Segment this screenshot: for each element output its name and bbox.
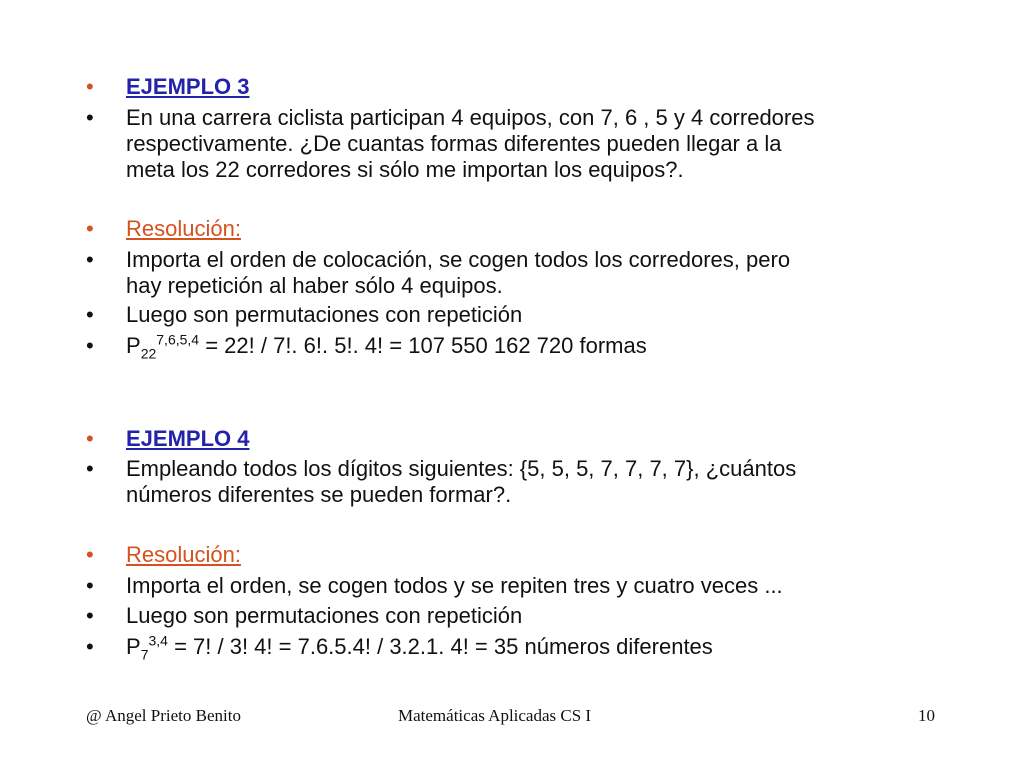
ejemplo3-formula — [126, 331, 986, 362]
footer — [0, 706, 1024, 736]
bullet-icon: • — [86, 573, 94, 598]
bullet-icon: • — [86, 216, 94, 241]
ejemplo4-resolucion-label: Resolución: — [126, 542, 241, 567]
ejemplo4-formula — [126, 632, 986, 663]
bullet-icon: • — [86, 426, 94, 451]
bullet-icon: • — [86, 542, 94, 567]
bullet-icon: • — [86, 634, 94, 659]
formula-subscript: 7 — [140, 646, 149, 663]
formula-p: P — [126, 333, 141, 358]
formula-rest: = 7! / 3! 4! = 7.6.5.4! / 3.2.1. 4! = 35 números diferentes — [167, 634, 713, 659]
bullet-icon: • — [86, 456, 94, 481]
bullet-icon: • — [86, 105, 94, 130]
ejemplo4-title: EJEMPLO 4 — [126, 426, 250, 451]
bullet-icon: • — [86, 333, 94, 358]
footer-course: Matemáticas Aplicadas CS I — [398, 706, 592, 725]
formula-subscript: 22 — [140, 345, 157, 362]
formula-superscript: 3,4 — [148, 632, 168, 649]
ejemplo3-enunciado: En una carrera ciclista participan 4 equipos, con 7, 6 , 5 y 4 corredores respectivamente. ¿De cuantas formas diferentes pueden llegar a la meta los 22 corredores si sólo me importan los equipos?. — [126, 105, 815, 182]
bullet-icon: • — [86, 247, 94, 272]
formula-superscript: 7,6,5,4 — [156, 331, 200, 348]
ejemplo3-line2: Luego son permutaciones con repetición — [126, 302, 523, 327]
ejemplo3-line1: Importa el orden de colocación, se cogen todos los corredores, pero hay repetición al haber sólo 4 equipos. — [126, 247, 791, 298]
bullet-icon: • — [86, 302, 94, 327]
ejemplo3-title: EJEMPLO 3 — [126, 74, 250, 99]
bullet-icon: • — [86, 603, 94, 628]
footer-page-number: 10 — [918, 706, 935, 725]
ejemplo3-resolucion-label: Resolución: — [126, 216, 241, 241]
ejemplo4-line1: Importa el orden, se cogen todos y se repiten tres y cuatro veces ... — [126, 573, 783, 598]
footer-author: @ Angel Prieto Benito — [86, 706, 241, 725]
ejemplo4-line2: Luego son permutaciones con repetición — [126, 603, 523, 628]
ejemplo4-enunciado: Empleando todos los dígitos siguientes: {5, 5, 5, 7, 7, 7, 7}, ¿cuántos números diferentes se pueden formar?. — [126, 456, 797, 507]
bullet-icon: • — [86, 74, 94, 99]
formula-rest: = 22! / 7!. 6!. 5!. 4! = 107 550 162 720 formas — [199, 333, 647, 358]
formula-p: P — [126, 634, 141, 659]
